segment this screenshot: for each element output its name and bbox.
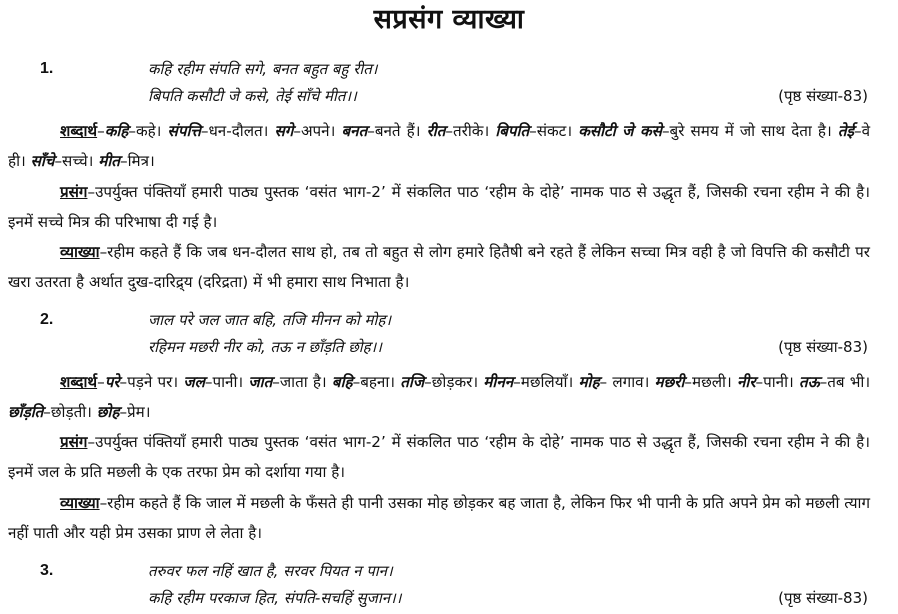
glossary-meaning: वे ही। bbox=[8, 122, 871, 170]
prasang-label: प्रसंग bbox=[60, 183, 88, 201]
glossary-term: साँचे bbox=[30, 152, 55, 170]
verse-line: कहि रहीम संपति सगे, बनत बहुत बहु रीत। bbox=[148, 60, 378, 78]
glossary-term: जल bbox=[183, 373, 205, 391]
glossary-meaning: संकट। bbox=[536, 122, 573, 140]
glossary-term: छाँड़ति bbox=[8, 403, 44, 421]
page-reference: (पृष्ठ संख्या-83) bbox=[778, 589, 868, 607]
prasang-label: प्रसंग bbox=[60, 433, 88, 451]
glossary-term: परे bbox=[104, 373, 120, 391]
glossary-term: बिपति bbox=[495, 122, 530, 140]
glossary-meaning: पड़ने पर। bbox=[127, 373, 179, 391]
glossary-term: नीर bbox=[736, 373, 756, 391]
glossary-term: संपत्ति bbox=[167, 122, 201, 140]
glossary-term: बहि bbox=[331, 373, 353, 391]
glossary-meaning: बहना। bbox=[360, 373, 396, 391]
glossary-meaning: मछली। bbox=[692, 373, 732, 391]
shabdarth-label: शब्दार्थ bbox=[60, 373, 98, 391]
glossary-meaning: मछलियाँ। bbox=[520, 373, 574, 391]
vyakhya-text: रहीम कहते हैं कि जब धन-दौलत साथ हो, तब तो बहुत से लोग हमारे हितैषी बने रहते हैं लेकिन सच्चा मित्र वही है जो विपत्ति की कसौटी पर खरा उतरता है अर्थात दुख-दारिद्र्य (दरिद्रता) में भी हमारा साथ निभाता है। bbox=[8, 243, 870, 291]
glossary-meaning: जाता है। bbox=[279, 373, 327, 391]
page-reference: (पृष्ठ संख्या-83) bbox=[778, 87, 868, 105]
glossary-paragraph-2: शब्दार्थ–परे–पड़ने पर। जल–पानी। जात–जाता है। बहि–बहना। तजि–छोड़कर। मीनन–मछलियाँ। मोह– लगाव। मछरी–मछली। नीर–पानी। तऊ–तब भी। छाँड़ति–छोड़ती। छोह–प्रेम। bbox=[8, 373, 871, 421]
glossary-meaning: बुरे समय में जो साथ देता है। bbox=[669, 122, 832, 140]
verse-number: 3. bbox=[40, 562, 54, 579]
glossary-term: तेई bbox=[837, 122, 854, 140]
glossary-term: बनत bbox=[341, 122, 368, 140]
prasang-text: उपर्युक्त पंक्तियाँ हमारी पाठ्य पुस्तक ‘वसंत भाग-2’ में संकलित पाठ ‘रहीम के दोहे’ नामक पाठ से उद्धृत हैं, जिसकी रचना रहीम ने की है। इनमें जल के प्रति मछली के एक तरफा प्रेम को दर्शाया गया है। bbox=[8, 433, 870, 481]
glossary-paragraph-1: शब्दार्थ–कहि–कहे। संपत्ति–धन-दौलत। सगे–अपने। बनत–बनते हैं। रीत–तरीके। बिपति–संकट। कसौटी जे कसे–बुरे समय में जो साथ देता है। तेई–वे ही। साँचे–सच्चे। मीत–मित्र। bbox=[8, 122, 871, 170]
glossary-meaning: पानी। bbox=[763, 373, 794, 391]
glossary-term: तऊ bbox=[799, 373, 820, 391]
glossary-term: मोह bbox=[578, 373, 600, 391]
glossary-term: मछरी bbox=[654, 373, 685, 391]
verse-line: बिपति कसौटी जे कसे, तेई साँचे मीत।। bbox=[148, 87, 357, 105]
verse-number: 1. bbox=[40, 60, 54, 77]
glossary-meaning: पानी। bbox=[212, 373, 244, 391]
page-title: सप्रसंग व्याख्या bbox=[373, 4, 525, 35]
glossary-meaning: मित्र। bbox=[127, 152, 155, 170]
glossary-meaning: अपने। bbox=[300, 122, 336, 140]
glossary-meaning: तरीके। bbox=[453, 122, 490, 140]
glossary-term: छोह bbox=[96, 403, 120, 421]
glossary-meaning: छोड़कर। bbox=[431, 373, 479, 391]
verse-line: तरुवर फल नहिं खात है, सरवर पियत न पान। bbox=[148, 562, 393, 580]
glossary-meaning: धन-दौलत। bbox=[208, 122, 269, 140]
verse-line: जाल परे जल जात बहि, तजि मीनन को मोह। bbox=[148, 311, 392, 329]
glossary-term: मीनन bbox=[483, 373, 514, 391]
glossary-term: मीत bbox=[98, 152, 120, 170]
prasang-paragraph-1: प्रसंग–उपर्युक्त पंक्तियाँ हमारी पाठ्य पुस्तक ‘वसंत भाग-2’ में संकलित पाठ ‘रहीम के दोहे’ नामक पाठ से उद्धृत हैं, जिसकी रचना रहीम ने की है। इनमें सच्चे मित्र की परिभाषा दी गई है। bbox=[8, 183, 870, 231]
prasang-paragraph-2: प्रसंग–उपर्युक्त पंक्तियाँ हमारी पाठ्य पुस्तक ‘वसंत भाग-2’ में संकलित पाठ ‘रहीम के दोहे’ नामक पाठ से उद्धृत हैं, जिसकी रचना रहीम ने की है। इनमें जल के प्रति मछली के एक तरफा प्रेम को दर्शाया गया है। bbox=[8, 433, 870, 481]
glossary-term: जात bbox=[248, 373, 273, 391]
vyakhya-text: रहीम कहते हैं कि जाल में मछली के फँसते ही पानी उसका मोह छोड़कर बह जाता है, लेकिन फिर भी पानी के प्रति अपने प्रेम को मछली त्याग नहीं पाती और यही प्रेम उसका प्राण ले लेता है। bbox=[8, 494, 870, 542]
vyakhya-label: व्याख्या bbox=[60, 243, 100, 261]
vyakhya-paragraph-1: व्याख्या–रहीम कहते हैं कि जब धन-दौलत साथ हो, तब तो बहुत से लोग हमारे हितैषी बने रहते हैं लेकिन सच्चा मित्र वही है जो विपत्ति की कसौटी पर खरा उतरता है अर्थात दुख-दारिद्र्य (दरिद्रता) में भी हमारा साथ निभाता है। bbox=[8, 243, 870, 291]
verse-number: 2. bbox=[40, 311, 54, 328]
glossary-term: रीत bbox=[426, 122, 446, 140]
glossary-meaning: तब भी। bbox=[827, 373, 871, 391]
glossary-meaning: कहे। bbox=[135, 122, 162, 140]
glossary-meaning: बनते हैं। bbox=[374, 122, 421, 140]
glossary-term: सगे bbox=[274, 122, 294, 140]
vyakhya-paragraph-2: व्याख्या–रहीम कहते हैं कि जाल में मछली के फँसते ही पानी उसका मोह छोड़कर बह जाता है, लेकिन फिर भी पानी के प्रति अपने प्रेम को मछली त्याग नहीं पाती और यही प्रेम उसका प्राण ले लेता है। bbox=[8, 494, 870, 542]
vyakhya-label: व्याख्या bbox=[60, 494, 100, 512]
verse-line: कहि रहीम परकाज हित, संपति-सचहिं सुजान।। bbox=[148, 589, 402, 607]
glossary-meaning: लगाव। bbox=[607, 373, 650, 391]
glossary-meaning: प्रेम। bbox=[127, 403, 151, 421]
glossary-term: कसौटी जे कसे bbox=[578, 122, 662, 140]
prasang-text: उपर्युक्त पंक्तियाँ हमारी पाठ्य पुस्तक ‘वसंत भाग-2’ में संकलित पाठ ‘रहीम के दोहे’ नामक पाठ से उद्धृत हैं, जिसकी रचना रहीम ने की है। इनमें सच्चे मित्र की परिभाषा दी गई है। bbox=[8, 183, 870, 231]
glossary-meaning: सच्चे। bbox=[62, 152, 94, 170]
glossary-meaning: छोड़ती। bbox=[50, 403, 92, 421]
glossary-term: कहि bbox=[104, 122, 129, 140]
verse-line: रहिमन मछरी नीर को, तऊ न छाँड़ति छोह।। bbox=[148, 338, 382, 356]
page-reference: (पृष्ठ संख्या-83) bbox=[778, 338, 868, 356]
shabdarth-label: शब्दार्थ bbox=[60, 122, 98, 140]
glossary-term: तजि bbox=[400, 373, 425, 391]
